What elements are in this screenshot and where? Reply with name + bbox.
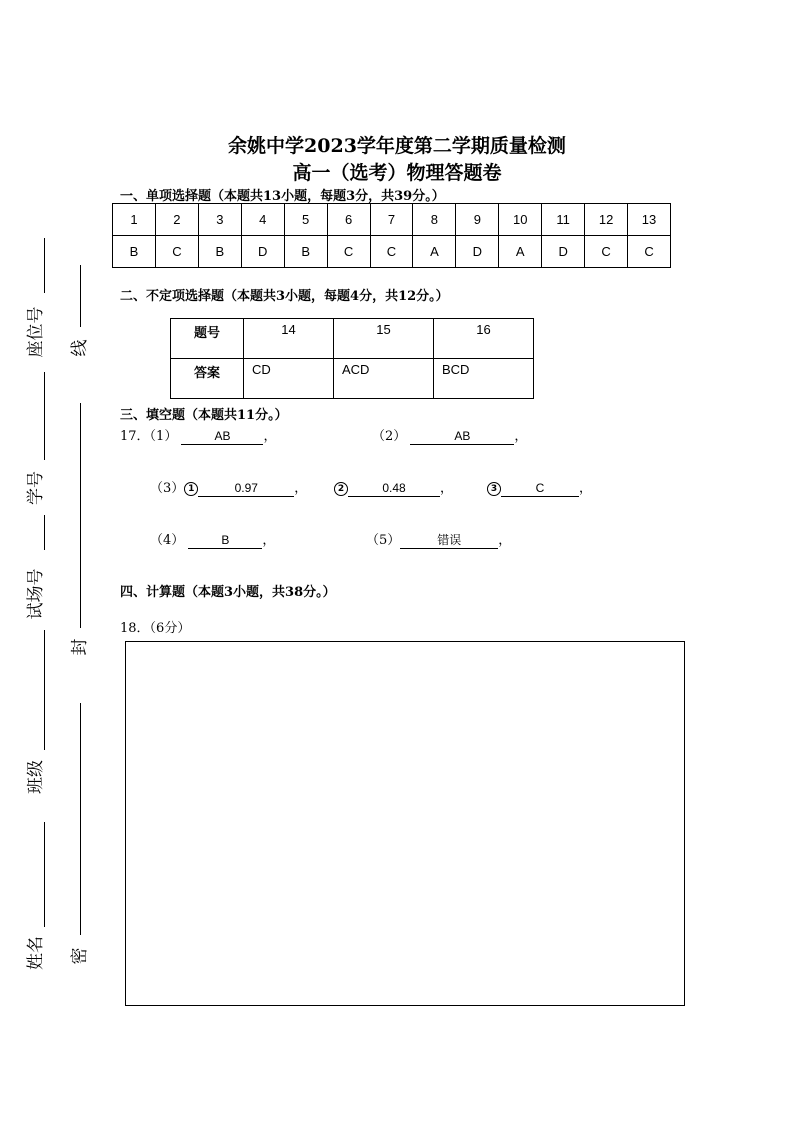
row-header-number: 题号 <box>171 319 244 359</box>
section1-heading: 一、单项选择题（本题共13小题，每题3分，共39分。） <box>120 189 445 204</box>
seal-char-secret: 密 <box>70 947 90 965</box>
question-number: 1 <box>113 204 156 236</box>
circled-1-icon: 1 <box>184 482 198 496</box>
table-row <box>113 204 671 236</box>
q17-part3-sub3 <box>487 477 592 497</box>
question-number: 12 <box>585 204 628 236</box>
seal-line <box>80 703 81 935</box>
table-row <box>171 319 534 359</box>
question-number: 4 <box>241 204 284 236</box>
answer-blank[interactable]: C <box>501 481 579 497</box>
question-number: 14 <box>244 319 334 359</box>
answer-cell[interactable]: C <box>155 236 198 268</box>
answer-cell[interactable]: CD <box>244 359 334 399</box>
part-label: （1） <box>149 429 178 444</box>
q17-part3-sub2 <box>334 477 453 497</box>
name-label: 姓名 <box>26 936 46 970</box>
answer-cell[interactable]: ACD <box>334 359 434 399</box>
answer-blank[interactable]: 0.48 <box>348 481 440 497</box>
q17-part3 <box>150 477 307 497</box>
field-line <box>44 630 45 750</box>
q17-part4 <box>150 529 275 549</box>
multi-choice-table <box>170 318 534 399</box>
field-line <box>44 515 45 550</box>
seal-char-seal: 封 <box>70 638 90 656</box>
separator: ， <box>498 533 512 548</box>
answer-cell[interactable]: C <box>585 236 628 268</box>
separator: ， <box>262 533 276 548</box>
answer-cell[interactable]: C <box>370 236 413 268</box>
table-row <box>171 359 534 399</box>
circled-3-icon: 3 <box>487 482 501 496</box>
answer-blank[interactable]: 错误 <box>400 533 498 549</box>
question-number: 16 <box>434 319 534 359</box>
row-header-answer: 答案 <box>171 359 244 399</box>
seal-line <box>80 403 81 628</box>
answer-cell[interactable]: D <box>241 236 284 268</box>
seat-number-label: 座位号 <box>26 306 46 358</box>
answer-cell[interactable]: B <box>198 236 241 268</box>
part-label: （4） <box>150 533 185 548</box>
field-line <box>44 238 45 293</box>
exam-room-label: 试场号 <box>26 568 46 620</box>
separator: ， <box>579 481 593 496</box>
question-number: 15 <box>334 319 434 359</box>
answer-blank[interactable]: B <box>188 533 262 549</box>
question-number: 6 <box>327 204 370 236</box>
section2-heading: 二、不定项选择题（本题共3小题，每题4分，共12分。） <box>120 289 449 304</box>
question-number: 11 <box>542 204 585 236</box>
question-number: 10 <box>499 204 542 236</box>
answer-cell[interactable]: C <box>628 236 671 268</box>
question-number: 5 <box>284 204 327 236</box>
field-line <box>44 822 45 927</box>
section3-heading: 三、填空题（本题共11分。） <box>120 408 288 423</box>
answer-sheet-title: 高一（选考）物理答题卷 <box>292 162 502 184</box>
answer-cell[interactable]: B <box>284 236 327 268</box>
question-number: 13 <box>628 204 671 236</box>
separator: ， <box>514 429 528 444</box>
answer-cell[interactable]: C <box>327 236 370 268</box>
answer-cell[interactable]: D <box>456 236 499 268</box>
seal-char-line: 线 <box>70 339 90 357</box>
answer-cell[interactable]: D <box>542 236 585 268</box>
answer-cell[interactable]: A <box>413 236 456 268</box>
q17-part5 <box>366 529 511 549</box>
q18-label: 18．（6分） <box>120 621 191 636</box>
answer-blank[interactable]: AB <box>410 429 514 445</box>
answer-blank[interactable]: AB <box>181 429 263 445</box>
q17-part1 <box>120 425 276 445</box>
field-line <box>44 372 45 460</box>
part-label: （3） <box>150 481 185 496</box>
separator: ， <box>440 481 454 496</box>
answer-cell[interactable]: B <box>113 236 156 268</box>
student-id-label: 学号 <box>26 471 46 505</box>
question-number: 3 <box>198 204 241 236</box>
q17-label: 17． <box>120 429 150 444</box>
class-label: 班级 <box>26 760 46 794</box>
q17-part2 <box>372 425 527 445</box>
question-number: 2 <box>155 204 198 236</box>
table-row <box>113 236 671 268</box>
single-choice-table <box>112 203 671 268</box>
answer-cell[interactable]: A <box>499 236 542 268</box>
q18-answer-box[interactable] <box>125 641 685 1006</box>
question-number: 7 <box>370 204 413 236</box>
section4-heading: 四、计算题（本题3小题，共38分。） <box>120 585 336 600</box>
answer-blank[interactable]: 0.97 <box>198 481 294 497</box>
question-number: 8 <box>413 204 456 236</box>
question-number: 9 <box>456 204 499 236</box>
separator: ， <box>294 481 308 496</box>
part-label: （2） <box>372 429 407 444</box>
exam-title: 余姚中学2023学年度第二学期质量检测 <box>228 135 566 157</box>
answer-cell[interactable]: BCD <box>434 359 534 399</box>
circled-2-icon: 2 <box>334 482 348 496</box>
part-label: （5） <box>366 533 401 548</box>
separator: ， <box>263 429 277 444</box>
